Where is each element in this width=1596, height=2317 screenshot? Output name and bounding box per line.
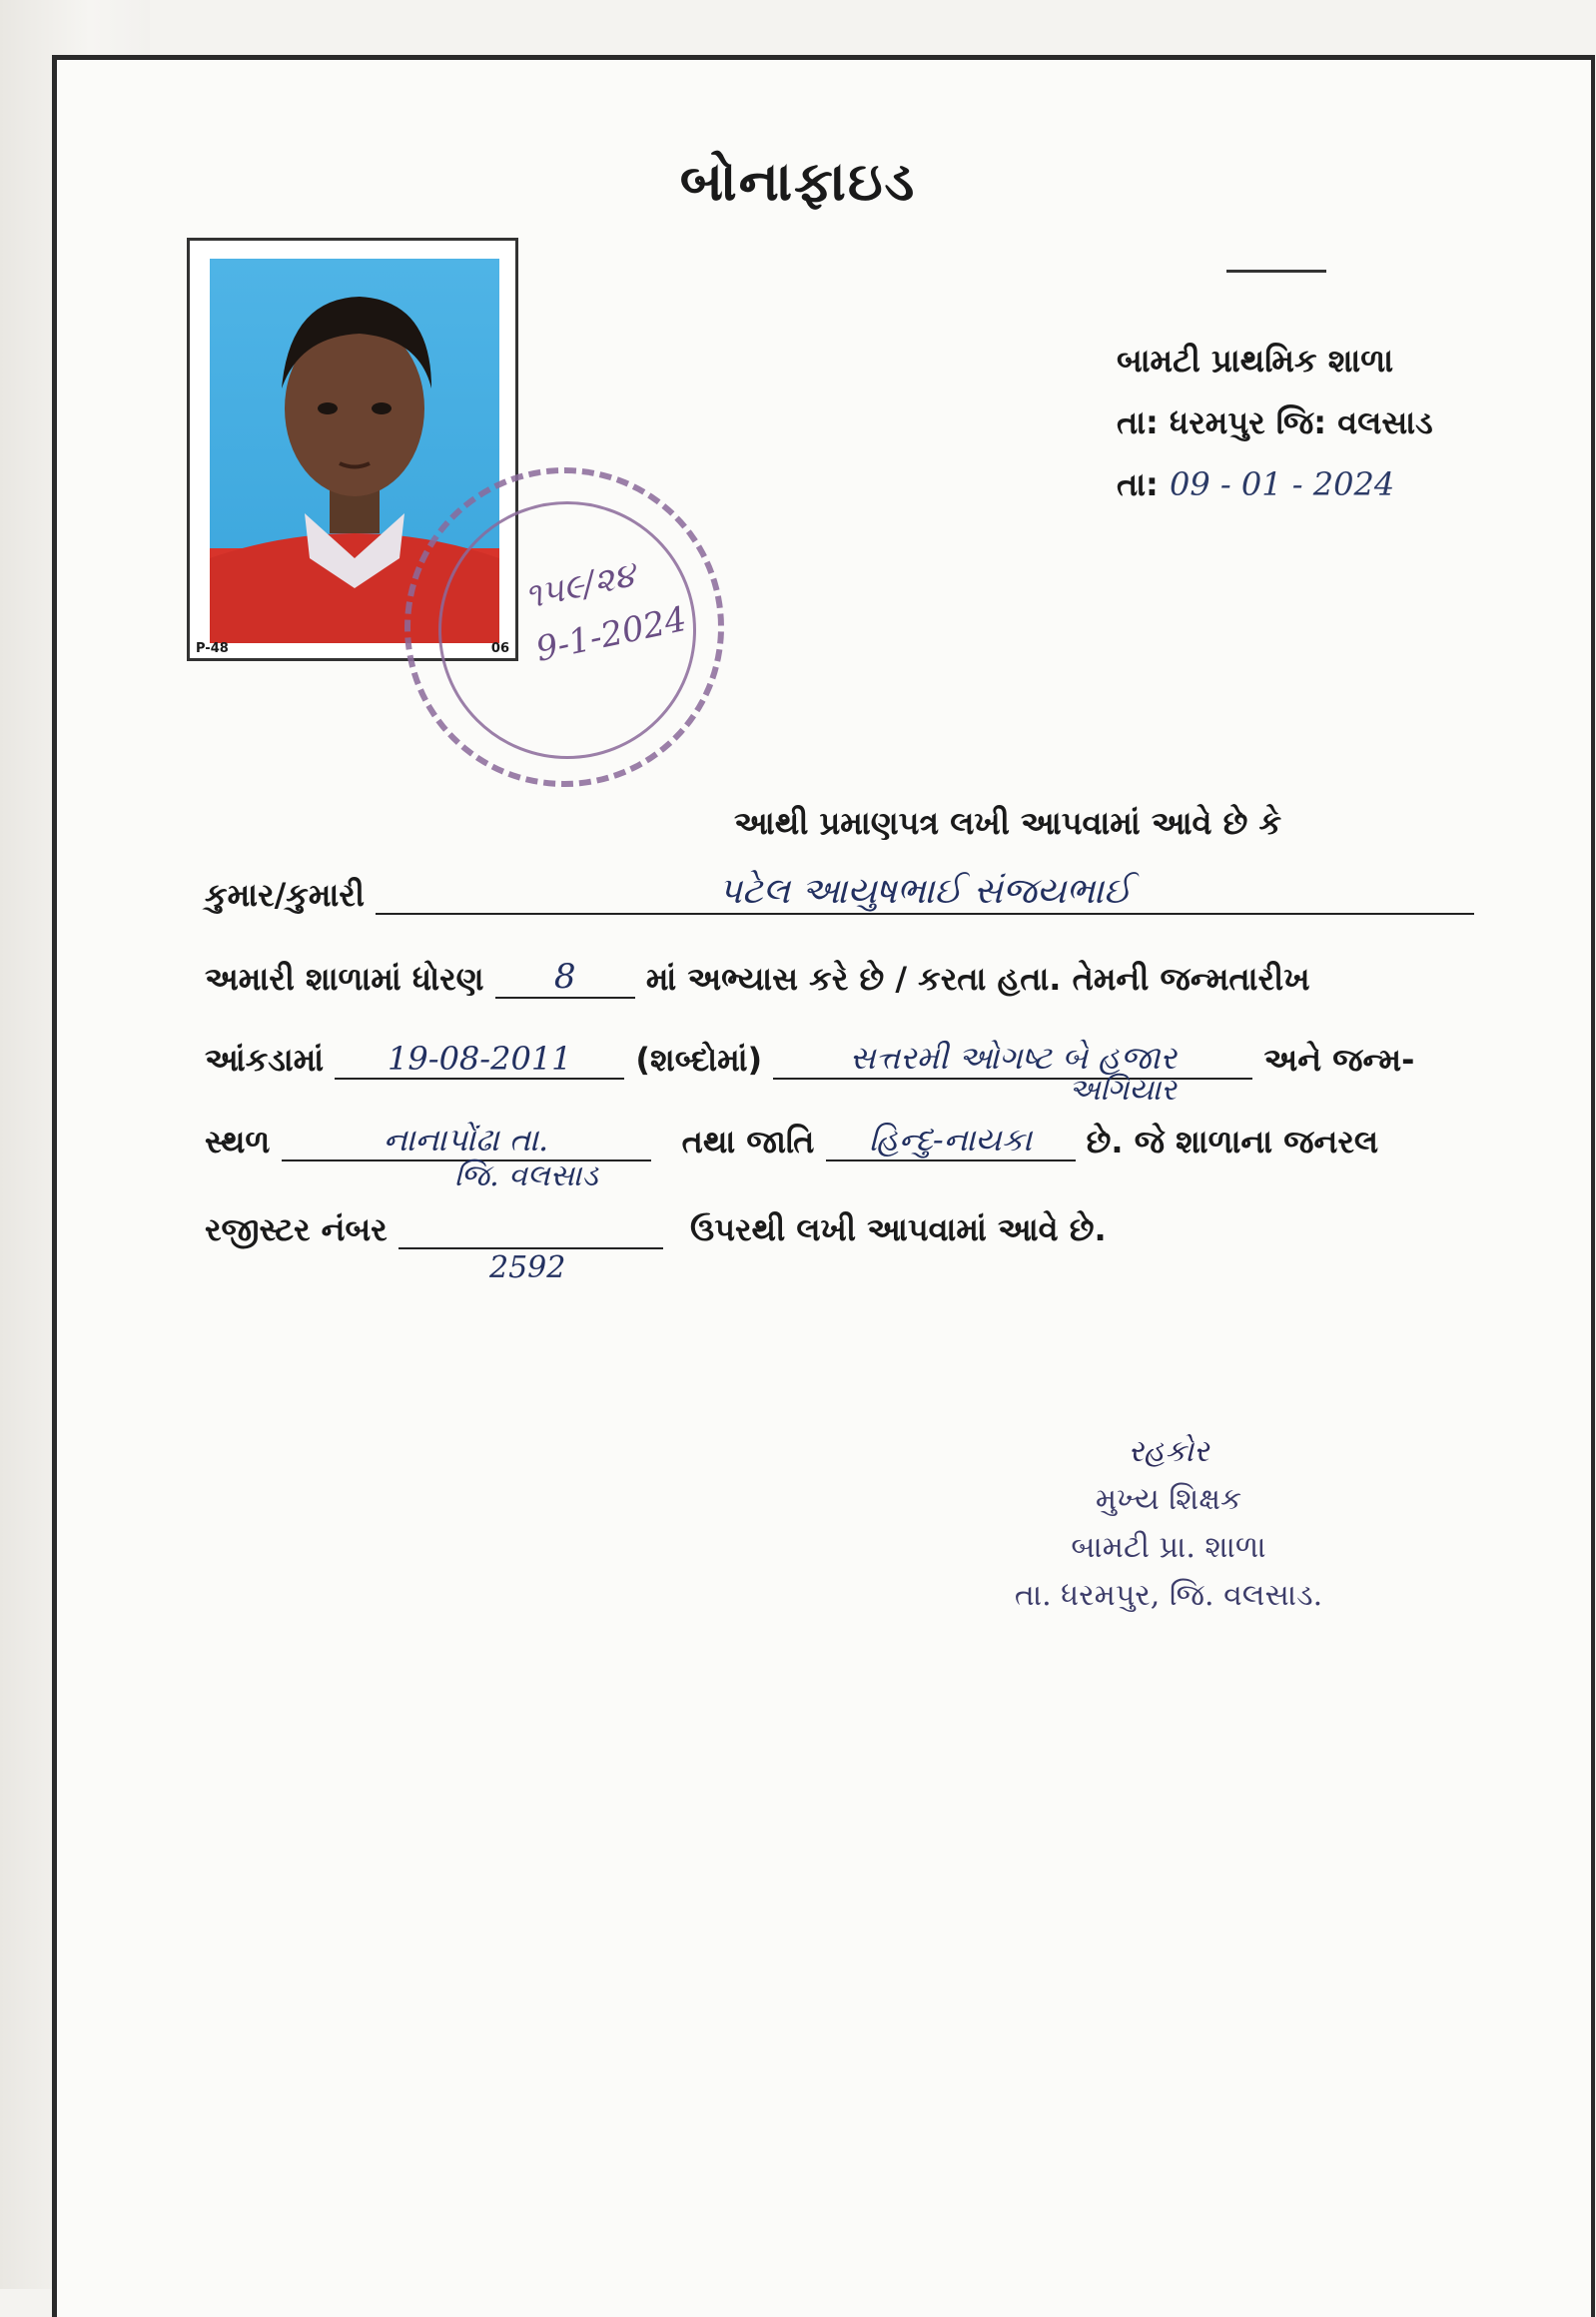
name-value: પટેલ આયુષભાઈ સંજયભાઈ bbox=[376, 871, 1474, 915]
caste-label: તથા જાતિ bbox=[681, 1123, 815, 1160]
register-label: રજીસ્ટર નંબર bbox=[205, 1210, 388, 1248]
dob-label: આંકડામાં bbox=[205, 1041, 325, 1079]
signature-designation: મુખ્ય શિક્ષક bbox=[1095, 1482, 1242, 1517]
caste-value: હિન્દુ-નાયકા bbox=[826, 1121, 1076, 1161]
dob-words-line2: અગિયાર bbox=[1069, 1073, 1177, 1108]
photo-tag-left: P-48 bbox=[196, 641, 229, 656]
dob-row bbox=[205, 1039, 1414, 1080]
signature-block bbox=[929, 1428, 1408, 1620]
dash-mark bbox=[1226, 270, 1326, 273]
school-label: અમારી શાળામાં ધોરણ bbox=[205, 960, 484, 998]
dob-digits: 19-08-2011 bbox=[335, 1040, 624, 1080]
stamp-line-2: 9-1-2024 bbox=[532, 598, 690, 670]
place-label: સ્થળ bbox=[205, 1123, 271, 1160]
register-text: છે. જે શાળાના જનરલ bbox=[1086, 1123, 1379, 1160]
signature-school: બામટી પ્રા. શાળા bbox=[1071, 1530, 1266, 1565]
photo-tag-right: 06 bbox=[490, 641, 509, 656]
intro-text: આથી પ્રમાણપત્ર લખી આપવામાં આવે છે કે bbox=[734, 804, 1282, 842]
date-label: તા: bbox=[1117, 465, 1159, 503]
name-row bbox=[205, 871, 1474, 915]
dob-words: સત્તરમી ઓગષ્ટ બે હજાર bbox=[773, 1039, 1252, 1080]
register-row bbox=[205, 1210, 1107, 1249]
stamp-line-1: ૧૫૯/૨૪ bbox=[520, 554, 639, 618]
register-line bbox=[399, 1247, 663, 1249]
school-header bbox=[1117, 330, 1433, 515]
standard-value: 8 bbox=[495, 957, 635, 999]
closing-text: ઉપરથી લખી આપવામાં આવે છે. bbox=[690, 1210, 1107, 1248]
school-name: બામટી પ્રાથમિક શાળા bbox=[1117, 342, 1394, 380]
place-row bbox=[205, 1121, 1378, 1161]
date-row bbox=[1117, 453, 1433, 515]
name-label: કુમાર/કુમારી bbox=[205, 876, 365, 914]
school-address: તા: ધરમપુર જિ: વલસાડ bbox=[1117, 403, 1433, 441]
signature: રહકોર bbox=[1128, 1434, 1209, 1469]
date-value: 09 - 01 - 2024 bbox=[1170, 465, 1395, 503]
place-value: નાનાપોંઢા તા. bbox=[282, 1121, 651, 1161]
register-value: 2592 bbox=[489, 1250, 566, 1285]
place-line2: જિ. વલસાડ bbox=[454, 1158, 598, 1193]
standard-row bbox=[205, 957, 1310, 999]
and-birth-label: અને જન્મ- bbox=[1263, 1041, 1415, 1079]
studies-text: માં અભ્યાસ કરે છે / કરતા હતા. તેમની જન્મતારીખ bbox=[645, 960, 1310, 998]
certificate-title: બોનાફાઇડ bbox=[679, 150, 917, 213]
signature-address: તા. ધરમપુર, જિ. વલસાડ. bbox=[1014, 1578, 1323, 1613]
words-label: (શબ્દોમાં) bbox=[635, 1041, 763, 1079]
